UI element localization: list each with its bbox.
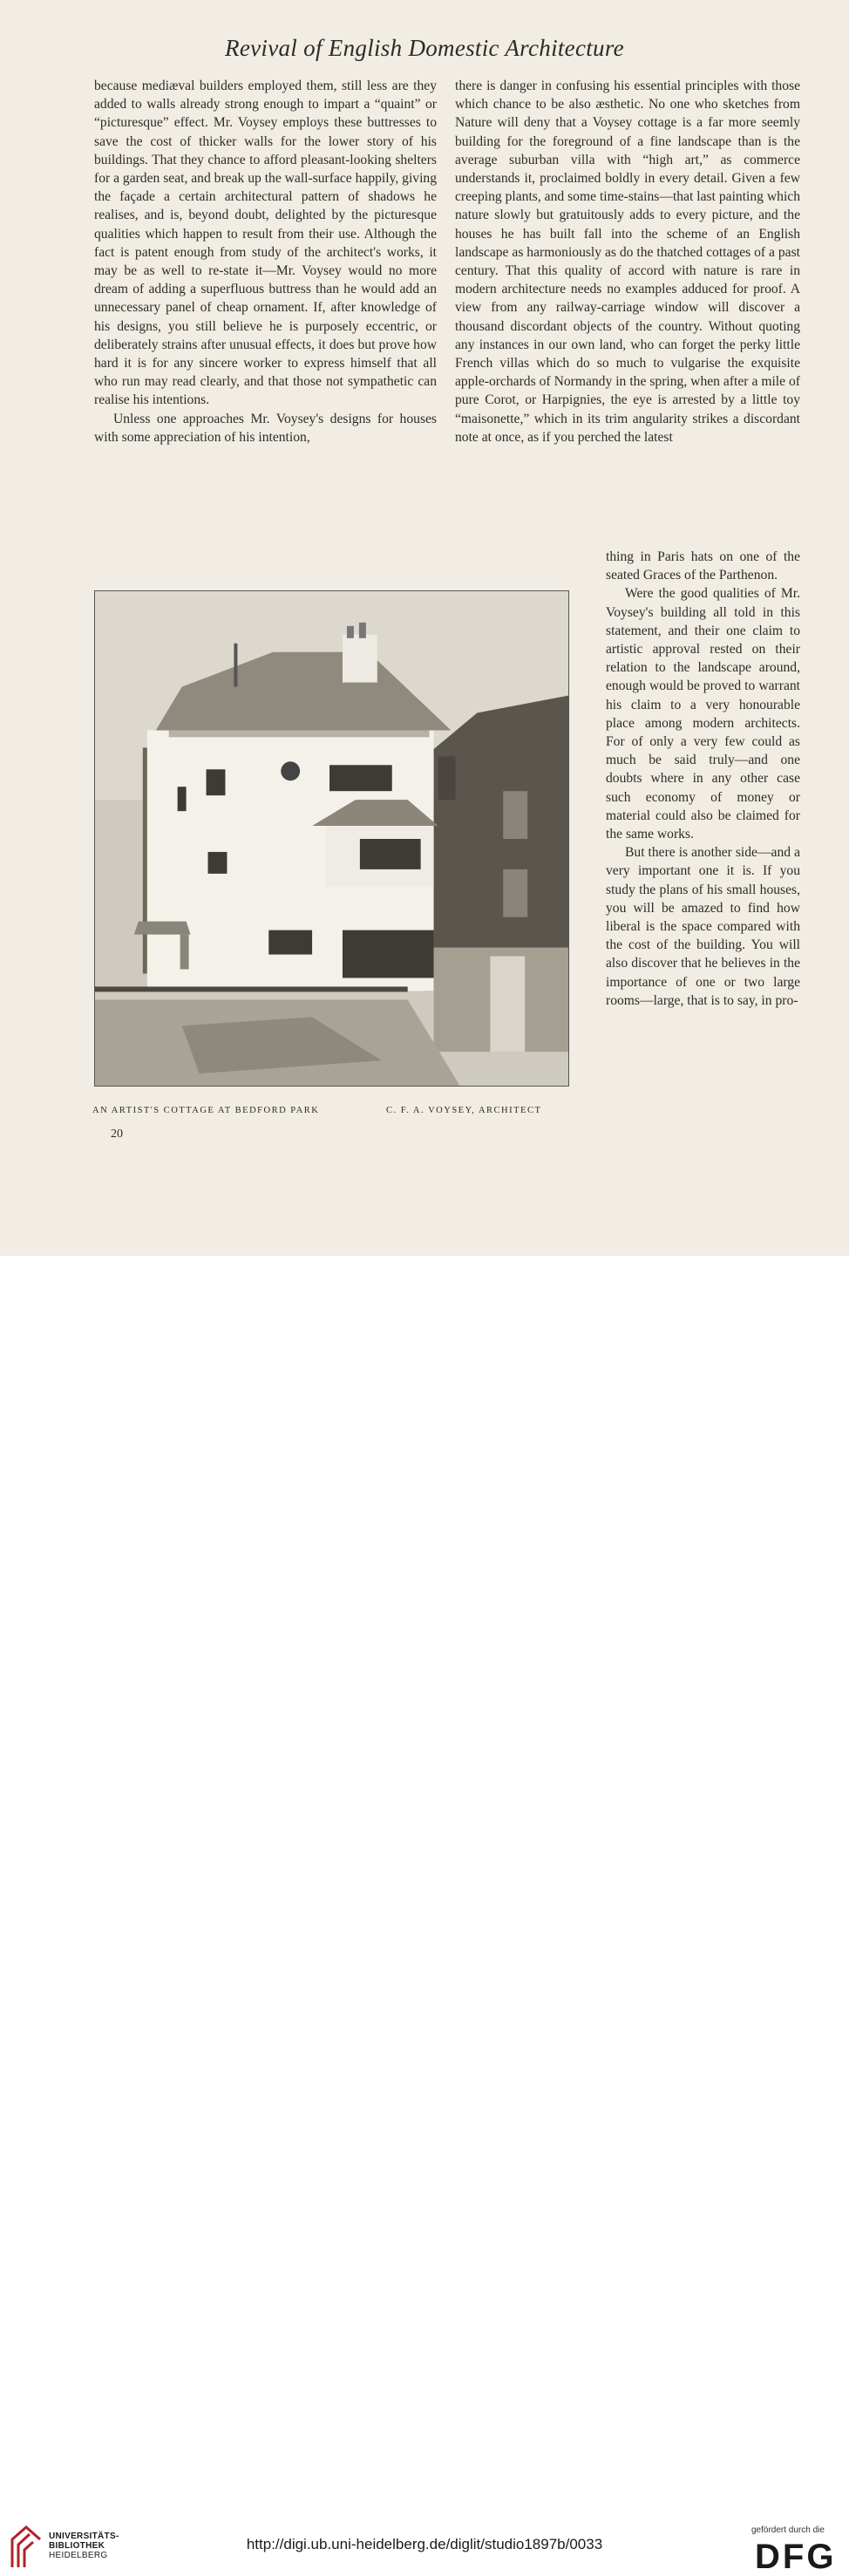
figure-caption-architect: C. F. A. VOYSEY, ARCHITECT: [386, 1106, 542, 1115]
digitization-footer: [0, 1256, 849, 2576]
page-number: 20: [111, 1128, 123, 1141]
right-narrow-paragraph-3: But there is another side—and a very important one it is. If you study the plans of his small houses, you will be amazed to find how liberal is the space compared with the cost of the building. You will also discover that he believes in the importance of one or two large rooms—large, that is to say, in pro-: [606, 845, 800, 1008]
library-name-line-1: UNIVERSITÄTS-: [49, 2532, 119, 2541]
library-name-line-3: HEIDELBERG: [49, 2551, 108, 2560]
library-name-line-2: BIBLIOTHEK: [49, 2541, 105, 2551]
left-paragraph-2: Unless one approaches Mr. Voysey's designs for houses with some appreciation of his intention,: [94, 411, 437, 445]
dfg-logo: DFG: [755, 2538, 837, 2576]
cottage-photograph: [94, 590, 569, 1087]
left-paragraph-1: because mediæval builders employed them, still less are they added to walls already strong enough to impart a “quaint” or “picturesque” effect. Mr. Voysey employs these buttresses to save the cost of thicker walls for the lower story of his buildings. That they chance to afford pleasant-looking shelters for a garden seat, and break up the wall-surface happily, giving the façade a certain architectural pattern of shadows he realises, and is, beyond doubt, delighted by the picturesque qualities which happen to result from their use. Although the fact is patent enough from study of the architect's works, it may be as well to re-state it—Mr. Voysey would no more dream of adding a superfluous buttress than he would add an unnecessary panel of cheap ornament. If, after knowledge of his designs, you still believe he is purposely eccentric, or deliberately strains after unusual effects, it does but prove how hard it is for any sincere worker to express himself that all who run may read clearly, and that those not sympathetic can realise his intentions.: [94, 78, 438, 408]
scanned-page: [0, 0, 849, 1256]
permalink-url[interactable]: http://digi.ub.uni-heidelberg.de/diglit/studio1897b/0033: [246, 2536, 603, 2552]
figure-caption-title: AN ARTIST'S COTTAGE AT BEDFORD PARK: [92, 1106, 320, 1115]
right-narrow-paragraph-1: thing in Paris hats on one of the seated Graces of the Parthenon.: [606, 549, 800, 583]
cottage-illustration: [95, 591, 568, 1086]
left-text-column: [94, 77, 437, 446]
right-text-column-narrow: [606, 548, 800, 1010]
right-paragraph-wide: there is danger in confusing his essential principles with those which chance to be also æsthetic. No one who sketches from Nature will deny that a Voysey cottage is a far more seemly building for the foreground of a fine landscape than is the average suburban villa with “high art,” as commerce understands it, proclaimed boldly in every detail. Given a few creeping plants, and some time-stains—that last painting which nature slowly but gratuitously adds to every picture, and the houses he has built fall into the scheme of an English landscape as harmoniously as do the thatched cottages of a past century. That this quality of accord with nature is rare in modern architecture needs no examples adduced for proof. A view from any railway-carriage window will discover a thousand discordant objects of the country. Without quoting any instances in our own land, who can forget the perky little French villas which do so much to vulgarise the exquisite apple-orchards of Normandy in the spring, when after a mile of pure Corot, or Harpignies, the eye is arrested by a little toy “maisonette,” which in its trim angularity strikes a discordant note at once, as if you perched the latest: [455, 78, 800, 445]
funded-by-label: gefördert durch die: [751, 2525, 825, 2535]
right-text-column-wide: [455, 77, 800, 446]
right-narrow-paragraph-2: Were the good qualities of Mr. Voysey's building all told in this statement, and their one claim to artistic approval rested on their relation to the landscape around, enough would be proved to warrant his claim to a very honourable place among modern architects. For of only a very few could as much be said truly—and one doubts where in any other case such economy of money or material could also be claimed for the same works.: [606, 586, 800, 842]
running-title: Revival of English Domestic Architecture: [225, 35, 624, 61]
